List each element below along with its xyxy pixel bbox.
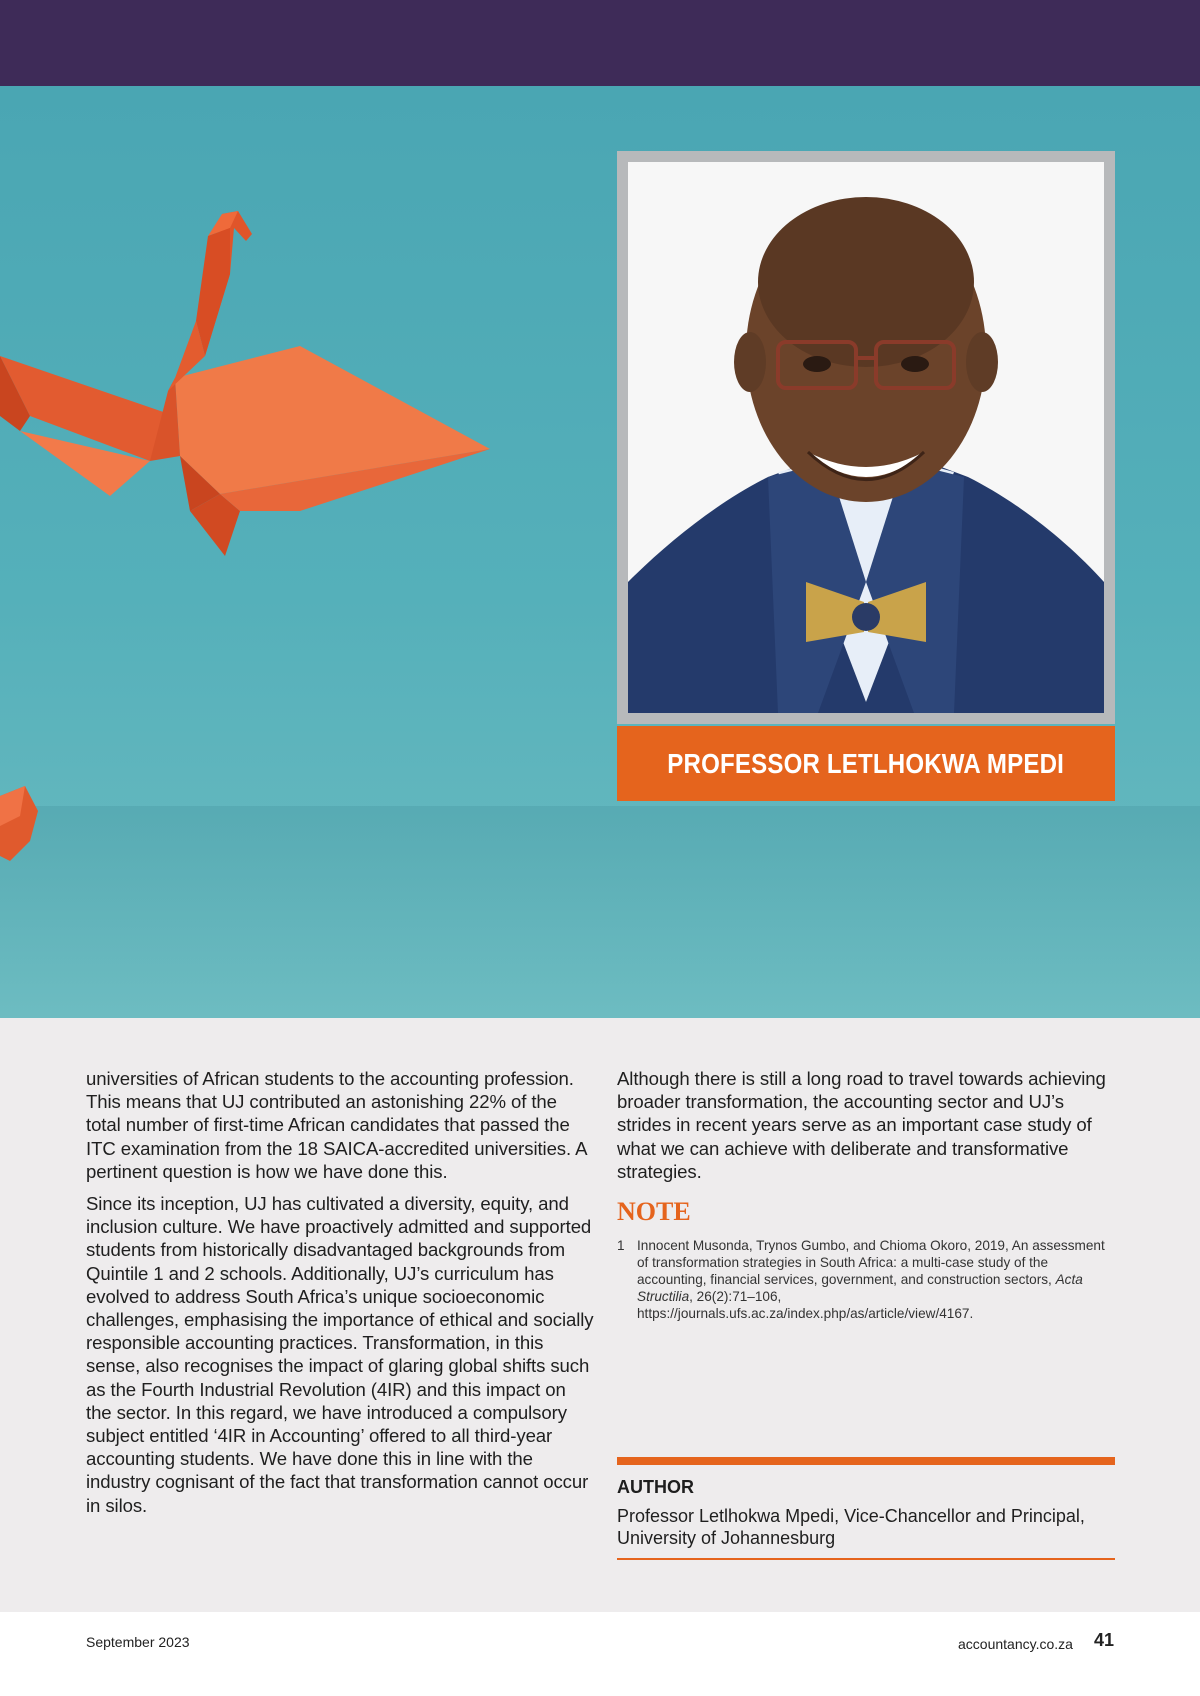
article-left-column [86,1067,594,1526]
article-right-column [617,1067,1117,1322]
footnote-text-end: , 26(2):71–106, https://journals.ufs.ac.za/index.php/as/article/view/4167. [637,1289,974,1322]
footnote-text [637,1237,1117,1322]
article-paragraph: Although there is still a long road to travel towards achieving broader transformation, the accounting sector and UJ’s strides in recent years serve as an important case study of what we can achieve with deliberate and transformative strategies. [617,1068,1106,1182]
article-paragraph: universities of African students to the accounting profession. This means that UJ contributed an astonishing 22% of the total number of first-time African candidates that passed the ITC examination from the 18 SAICA-accredited universities. A pertinent question is how we have done this. [86,1068,587,1182]
footnote-number: 1 [617,1238,625,1254]
origami-crane-image [0,116,500,576]
footnote-journal: Acta Structilia [637,1272,1083,1305]
portrait-caption-text: PROFESSOR LETLHOKWA MPEDI [667,747,1065,779]
footnote-text-start: Innocent Musonda, Trynos Gumbo, and Chioma Okoro, 2019, An assessment of transformation strategies in South Africa: a multi-case study of the accounting, financial services, government, and construction sectors, [637,1238,1105,1288]
footer-date: September 2023 [86,1634,190,1650]
paper-crumple-image [0,786,60,906]
hero-floor [0,806,1200,1018]
page-number: 41 [1094,1630,1115,1650]
footnote [617,1237,1117,1322]
portrait-photo [628,162,1104,713]
author-divider-bottom [617,1558,1115,1560]
portrait-caption [617,726,1115,801]
note-heading: NOTE [617,1197,691,1227]
portrait-illustration [628,162,1104,713]
top-banner [0,0,1200,86]
portrait-frame [617,151,1115,724]
article-paragraph: Since its inception, UJ has cultivated a diversity, equity, and inclusion culture. We have proactively admitted and supported students from historically disadvantaged backgrounds from Quintile 1 and 2 schools. Additionally, UJ’s curriculum has evolved to address South Africa’s unique socioeconomic challenges, emphasising the importance of ethical and socially responsible accounting practices. Transformation, in this sense, also recognises the impact of glaring global shifts such as the Fourth Industrial Revolution (4IR) and this impact on the sector. In this regard, we have introduced a compulsory subject entitled ‘4IR in Accounting’ offered to all third-year accounting students. We have done this in line with the industry cognisant of the fact that transformation cannot occur in silos. [86,1193,594,1516]
footer-site: accountancy.co.za [958,1636,1073,1652]
author-divider-top [617,1457,1115,1465]
author-label: AUTHOR [617,1477,694,1497]
author-text: Professor Letlhokwa Mpedi, Vice-Chancellor and Principal, University of Johannesburg [617,1506,1085,1548]
